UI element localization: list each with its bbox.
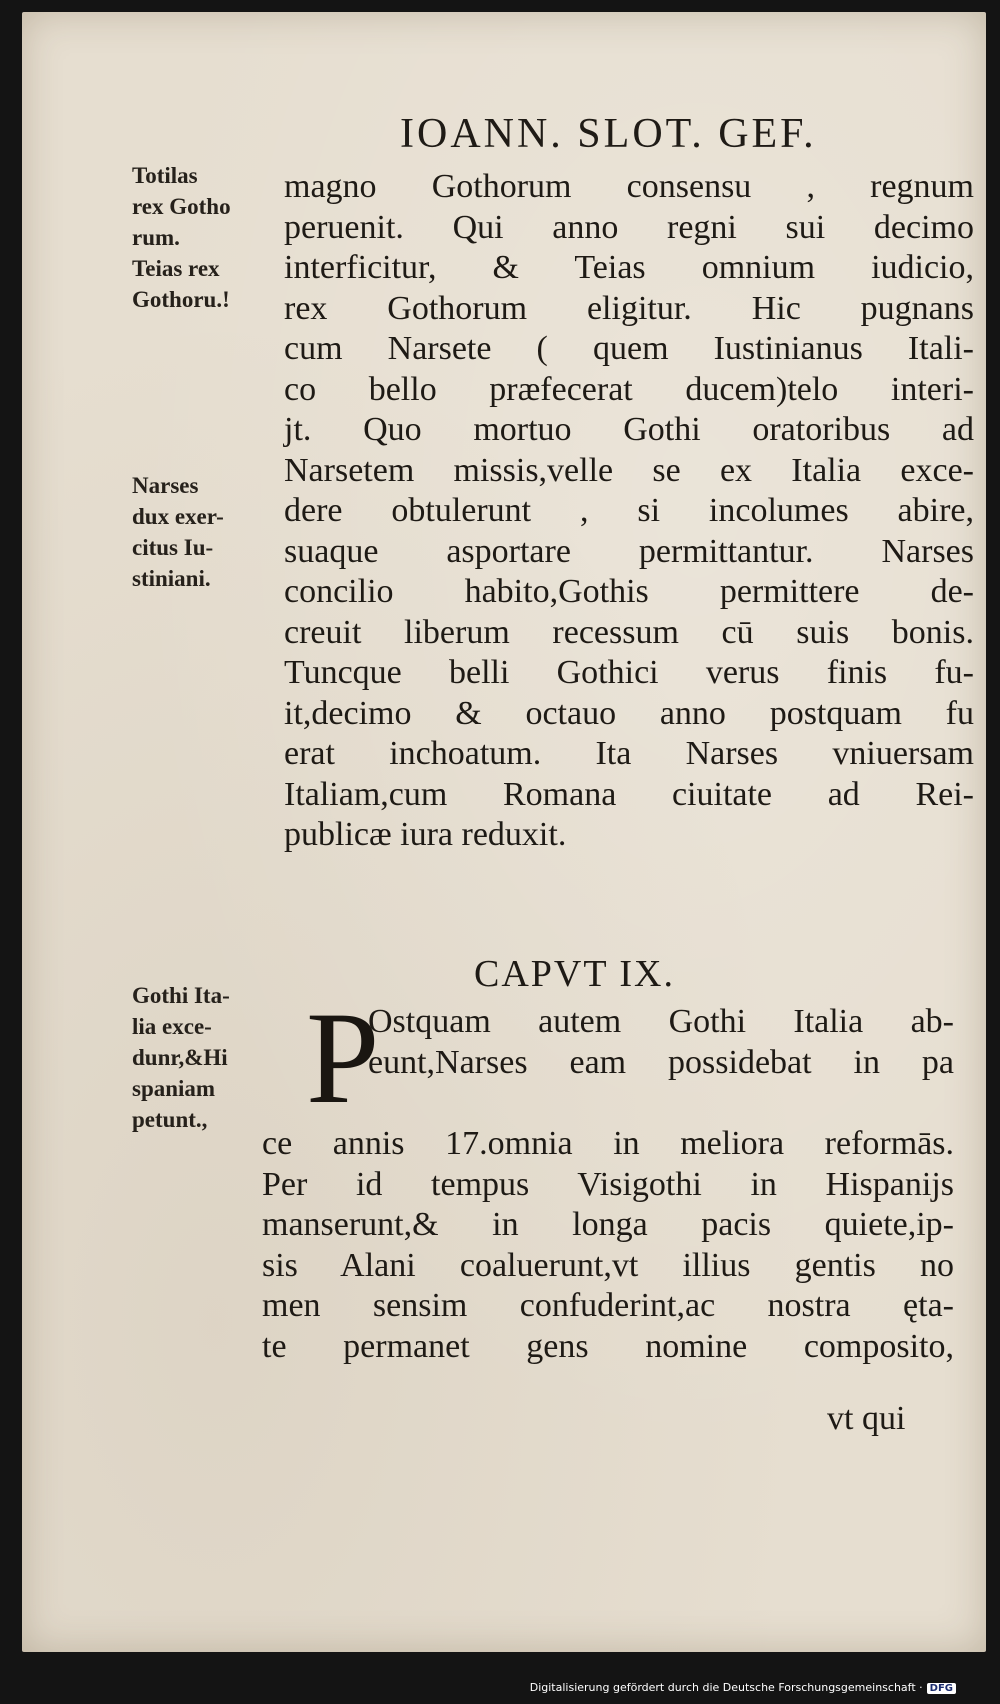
- margin-note-line: Gothoru.!: [132, 287, 230, 312]
- text-line: Per id tempus Visigothi in Hispanijs: [262, 1165, 954, 1203]
- margin-note-line: lia exce-: [132, 1014, 212, 1039]
- text-line: co bello præfecerat ducem)telo interi-: [284, 370, 974, 408]
- paragraph-lines: [262, 1124, 954, 1367]
- margin-note-line: spaniam: [132, 1076, 216, 1101]
- book-page: [22, 12, 986, 1652]
- text-line: Italiam,cum Romana ciuitate ad Rei-: [284, 775, 974, 813]
- text-line: dere obtulerunt , si incolumes abire,: [284, 492, 974, 529]
- chapter-heading: CAPVT IX.: [474, 953, 675, 995]
- margin-note-line: citus Iu-: [132, 535, 214, 560]
- running-head: IOANN. SLOT. GEF.: [400, 111, 817, 157]
- text-line: publicæ iura reduxit.: [284, 816, 567, 853]
- text-line: eunt,Narses eam possidebat in pa: [368, 1043, 954, 1081]
- margin-note-line: dunr,&Hi: [132, 1045, 228, 1070]
- text-line: ce annis 17.omnia in meliora reformās.: [262, 1125, 954, 1162]
- text-line: cum Narsete ( quem Iustinianus Itali-: [284, 330, 974, 367]
- text-line: Ostquam autem Gothi Italia ab-: [368, 1003, 954, 1040]
- text-line: it,decimo & octauo anno postquam fu: [284, 694, 974, 732]
- margin-note-line: Teias rex: [132, 256, 220, 281]
- drop-cap-lines: [284, 1002, 954, 1083]
- catchword: vt qui: [827, 1400, 906, 1437]
- text-line: magno Gothorum consensu , regnum: [284, 168, 974, 205]
- margin-note-line: Gothi Ita-: [132, 983, 230, 1008]
- margin-note-gothi: [132, 980, 230, 1135]
- text-line: interficitur, & Teias omnium iudicio,: [284, 249, 974, 286]
- main-paragraph: [284, 167, 974, 856]
- text-line: manserunt,& in longa pacis quiete,ip-: [262, 1206, 954, 1243]
- margin-note-line: rum.: [132, 225, 180, 250]
- text-line: men sensim confuderint,ac nostra ęta-: [262, 1287, 954, 1324]
- margin-note-narses: [132, 470, 224, 594]
- margin-note-line: rex Gotho: [132, 194, 231, 219]
- text-line: concilio habito,Gothis permittere de-: [284, 573, 974, 610]
- text-line: erat inchoatum. Ita Narses vniuersam: [284, 735, 974, 772]
- text-line: Tuncque belli Gothici verus finis fu-: [284, 654, 974, 691]
- text-line: te permanet gens nomine composito,: [262, 1327, 954, 1365]
- digitization-footer: [530, 1681, 956, 1694]
- margin-note-line: Totilas: [132, 163, 198, 188]
- margin-note-line: Narses: [132, 473, 199, 498]
- text-line: Narsetem missis,velle se ex Italia exce-: [284, 451, 974, 489]
- text-line: suaque asportare permittantur. Narses: [284, 532, 974, 570]
- text-line: creuit liberum recessum cū suis bonis.: [284, 613, 974, 651]
- text-line: rex Gothorum eligitur. Hic pugnans: [284, 289, 974, 327]
- drop-cap: P: [306, 984, 380, 1131]
- text-line: jt. Quo mortuo Gothi oratoribus ad: [284, 411, 974, 448]
- text-line: sis Alani coaluerunt,vt illius gentis no: [262, 1246, 954, 1284]
- dfg-logo: DFG: [927, 1683, 956, 1694]
- margin-note-line: dux exer-: [132, 504, 224, 529]
- margin-note-totilas: [132, 160, 231, 315]
- margin-note-line: petunt.,: [132, 1107, 208, 1132]
- footer-text: Digitalisierung gefördert durch die Deutsche Forschungsgemeinschaft ·: [529, 1681, 923, 1694]
- margin-note-line: stiniani.: [132, 566, 211, 591]
- text-line: peruenit. Qui anno regni sui decimo: [284, 208, 974, 246]
